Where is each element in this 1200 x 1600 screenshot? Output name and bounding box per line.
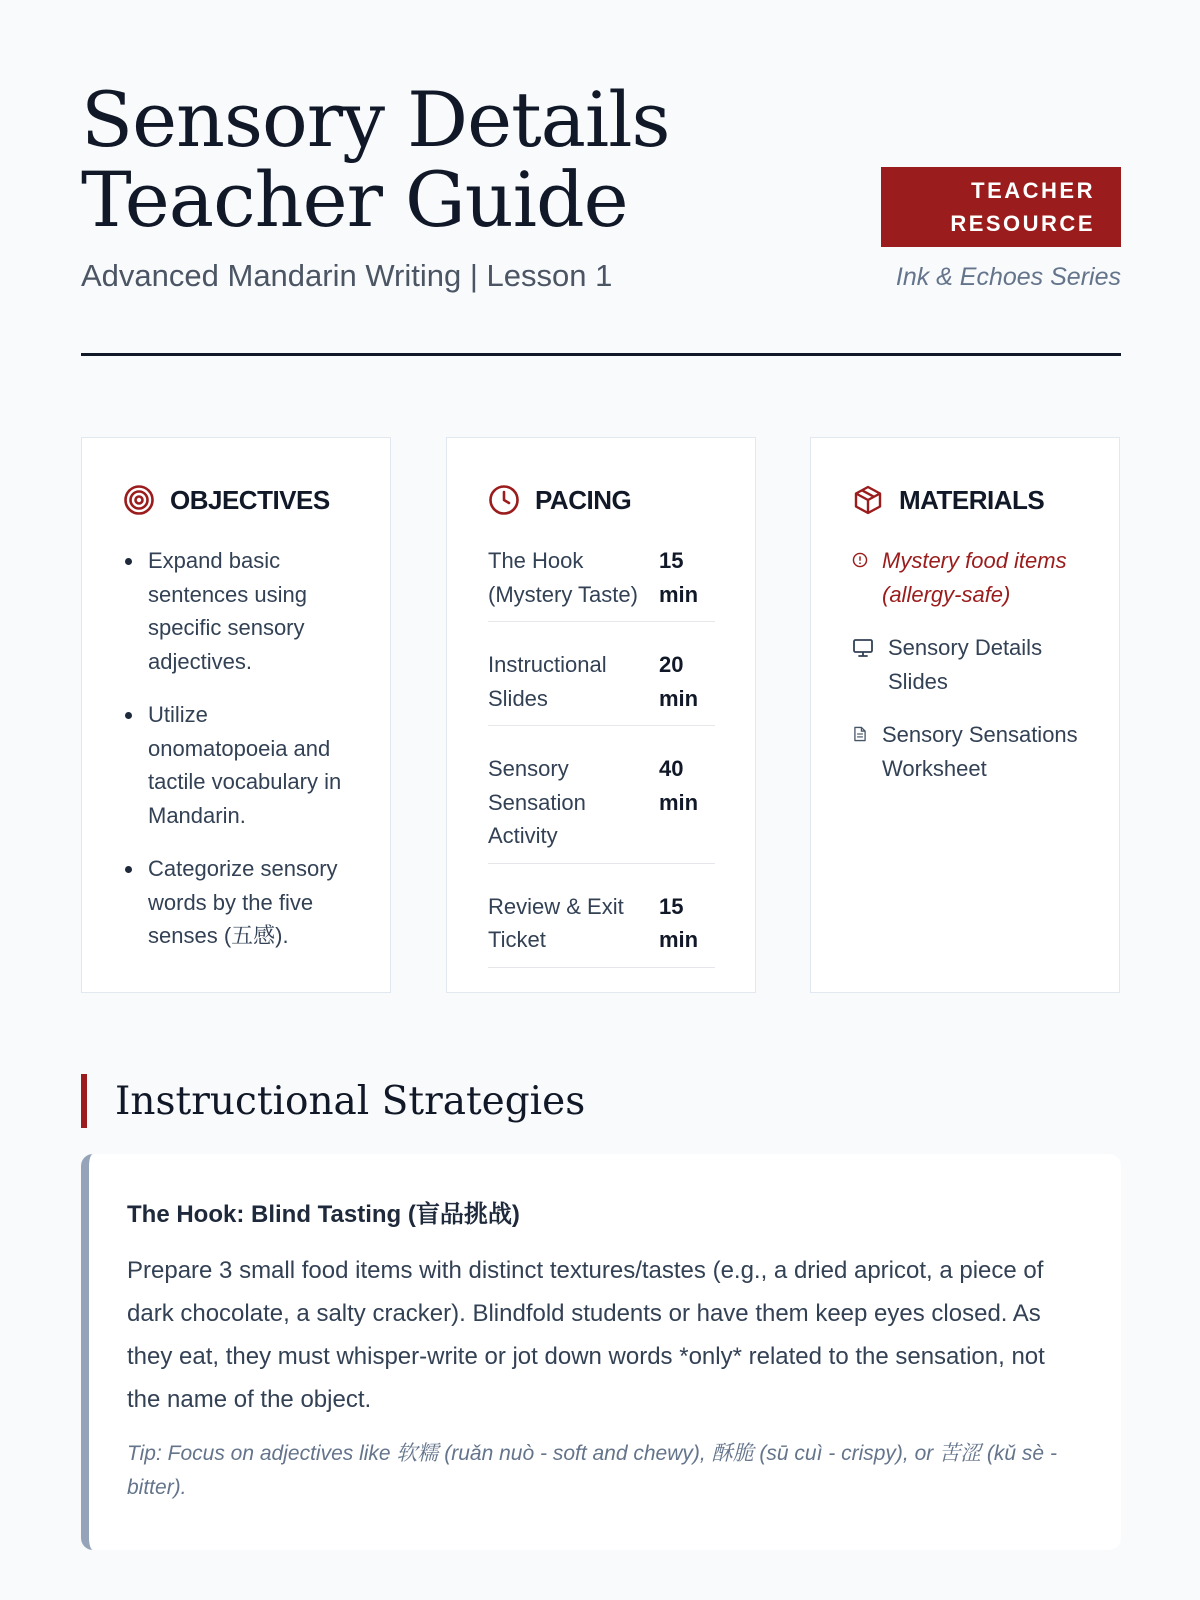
material-item xyxy=(852,718,1079,785)
badge-line-2: RESOURCE xyxy=(950,211,1095,236)
box-icon xyxy=(852,484,884,516)
header-divider xyxy=(81,353,1121,356)
pacing-row xyxy=(488,890,715,968)
materials-card xyxy=(810,437,1120,993)
hook-title: The Hook: Blind Tasting (盲品挑战) xyxy=(127,1201,520,1228)
teacher-guide-page xyxy=(81,0,1121,1499)
material-item xyxy=(852,544,1079,611)
objectives-header xyxy=(123,480,350,520)
lesson-subtitle: Advanced Mandarin Writing | Lesson 1 xyxy=(81,258,613,293)
teacher-resource-badge xyxy=(881,167,1121,247)
strategies-heading: Instructional Strategies xyxy=(115,1078,586,1124)
hook-description: Prepare 3 small food items with distinct textures/tastes (e.g., a dried apricot, a piece of dark chocolate, a salty cracker). Blindfold students or have them keep eyes closed. As they eat, they must whisper-write or jot down words *only* related to the sensation, not the name of the object. xyxy=(127,1257,1045,1413)
pacing-time: 15 min xyxy=(659,548,699,607)
alert-circle-icon xyxy=(852,552,868,568)
objectives-heading: OBJECTIVES xyxy=(170,484,330,515)
pacing-heading: PACING xyxy=(535,484,632,515)
pacing-header xyxy=(488,480,715,520)
objective-item: Categorize sensory words by the five senses (五感). xyxy=(123,852,350,953)
pacing-activity: The Hook (Mystery Taste) xyxy=(488,548,638,607)
materials-header xyxy=(852,480,1079,520)
pacing-row xyxy=(488,752,715,864)
pacing-time: 15 min xyxy=(659,893,699,952)
document-icon xyxy=(852,725,868,743)
pacing-time: 20 min xyxy=(659,652,699,711)
pacing-row xyxy=(488,648,715,726)
materials-heading: MATERIALS xyxy=(899,484,1045,515)
material-label: Mystery food items (allergy-safe) xyxy=(882,548,1067,607)
material-label: Sensory Details Slides xyxy=(888,635,1043,694)
title-line-1: Sensory Details xyxy=(81,75,670,164)
title-line-2: Teacher Guide xyxy=(81,155,628,244)
target-icon xyxy=(123,484,155,516)
material-label: Sensory Sensations Worksheet xyxy=(882,722,1078,781)
objectives-card xyxy=(81,437,391,993)
pacing-activity: Review & Exit Ticket xyxy=(488,893,624,952)
monitor-icon xyxy=(852,637,874,659)
pacing-card xyxy=(446,437,756,993)
pacing-time: 40 min xyxy=(659,756,699,815)
hook-tip: Tip: Focus on adjectives like 软糯 (ruǎn nuò - soft and chewy), 酥脆 (sū cuì - crispy), or 苦涩 (kǔ sè - bitter). xyxy=(127,1442,1057,1499)
pacing-activity: Sensory Sensation Activity xyxy=(488,756,586,848)
pacing-row xyxy=(488,544,715,622)
pacing-activity: Instructional Slides xyxy=(488,652,607,711)
objective-item: Expand basic sentences using specific sensory adjectives. xyxy=(123,544,350,678)
series-name: Ink & Echoes Series xyxy=(895,263,1121,291)
clock-icon xyxy=(488,484,520,516)
hook-strategy-box xyxy=(81,1154,1121,1550)
material-item xyxy=(852,631,1079,698)
page-header xyxy=(81,0,1121,356)
strategies-header xyxy=(81,1074,585,1128)
page-title xyxy=(81,75,670,244)
section-accent-bar xyxy=(81,1074,87,1128)
objective-item: Utilize onomatopoeia and tactile vocabulary in Mandarin. xyxy=(123,698,350,832)
objectives-list xyxy=(123,544,350,953)
badge-line-1: TEACHER xyxy=(971,178,1095,203)
overview-cards xyxy=(81,437,1121,993)
